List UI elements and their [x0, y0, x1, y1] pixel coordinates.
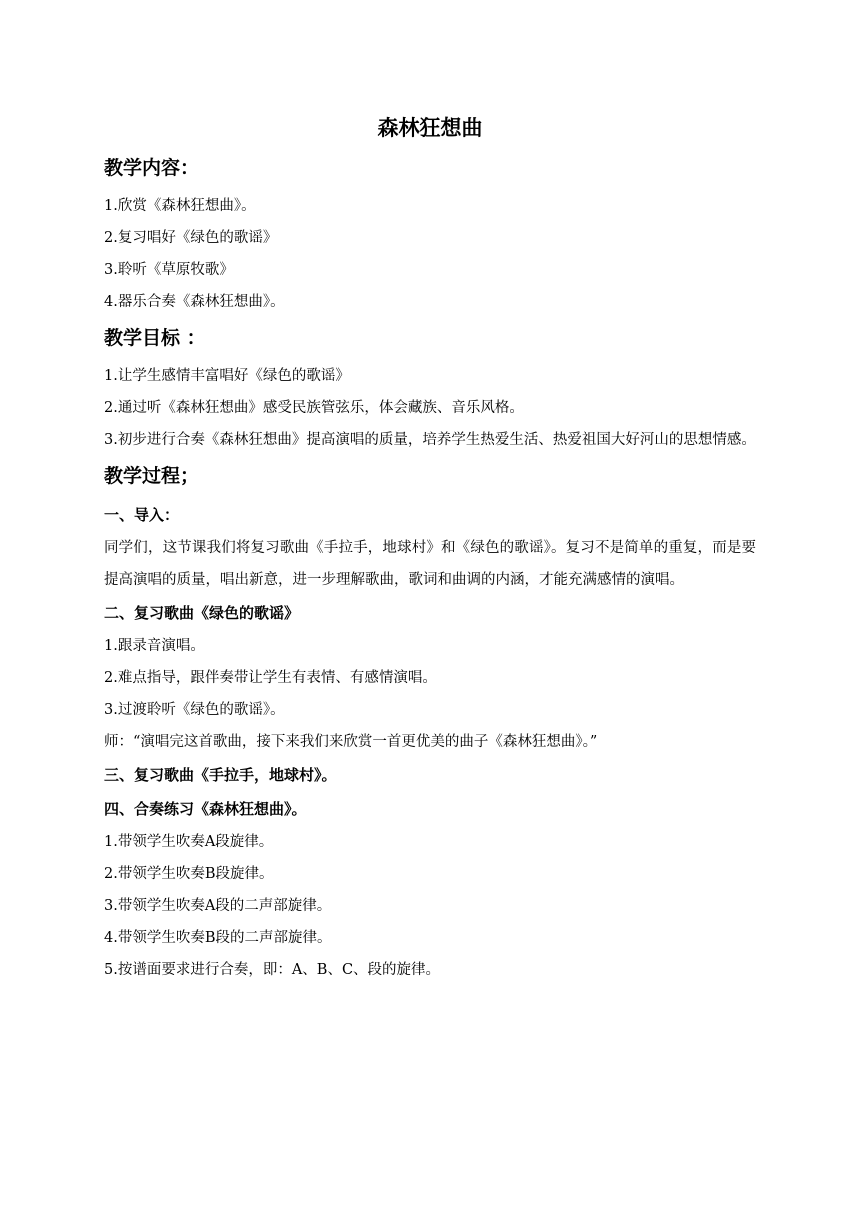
goals-heading: 教学目标 ：: [104, 327, 206, 349]
process-heading: 教学过程；: [104, 465, 200, 487]
ensemble-item: 2.带领学生吹奏B段旋律。: [104, 866, 274, 882]
review-item: 2.难点指导，跟伴奏带让学生有表情、有感情演唱。: [104, 670, 437, 686]
section-heading-intro: 一、导入：: [104, 506, 180, 524]
goal-item: 2.通过听《森林狂想曲》感受民族管弦乐，体会藏族、音乐风格。: [104, 400, 524, 416]
goal-item: 3.初步进行合奏《森林狂想曲》提高演唱的质量，培养学生热爱生活、热爱祖国大好河山的思想情感。: [104, 432, 756, 448]
ensemble-item: 3.带领学生吹奏A段的二声部旋律。: [104, 898, 332, 914]
intro-paragraph: 同学们，这节课我们将复习歌曲《手拉手，地球村》和《绿色的歌谣》。复习不是简单的重复，而是要提高演唱的质量，唱出新意，进一步理解歌曲，歌词和曲调的内涵，才能充满感情的演唱。: [104, 540, 756, 588]
review-item: 1.跟录音演唱。: [104, 638, 205, 654]
teacher-quote: 师：“演唱完这首歌曲，接下来我们来欣赏一首更优美的曲子《森林狂想曲》。”: [104, 734, 598, 750]
content-item: 2.复习唱好《绿色的歌谣》: [104, 230, 278, 246]
document-title: 森林狂想曲: [377, 116, 483, 140]
content-item: 3.聆听《草原牧歌》: [104, 262, 234, 278]
content-item: 4.器乐合奏《森林狂想曲》。: [104, 294, 285, 310]
review-item: 3.过渡聆听《绿色的歌谣》。: [104, 702, 285, 718]
content-item: 1.欣赏《森林狂想曲》。: [104, 198, 256, 214]
ensemble-item: 4.带领学生吹奏B段的二声部旋律。: [104, 930, 332, 946]
section-heading-ensemble: 四、合奏练习《森林狂想曲》。: [104, 800, 307, 818]
section-heading-review-song-2: 三、复习歌曲《手拉手，地球村》。: [104, 766, 337, 784]
ensemble-item: 5.按谱面要求进行合奏，即：A、B、C、段的旋律。: [104, 962, 441, 978]
content-heading: 教学内容：: [104, 157, 200, 179]
goal-item: 1.让学生感情丰富唱好《绿色的歌谣》: [104, 368, 350, 384]
ensemble-item: 1.带领学生吹奏A段旋律。: [104, 834, 274, 850]
section-heading-review-song: 二、复习歌曲《绿色的歌谣》: [104, 604, 300, 622]
document-page: [104, 108, 756, 986]
